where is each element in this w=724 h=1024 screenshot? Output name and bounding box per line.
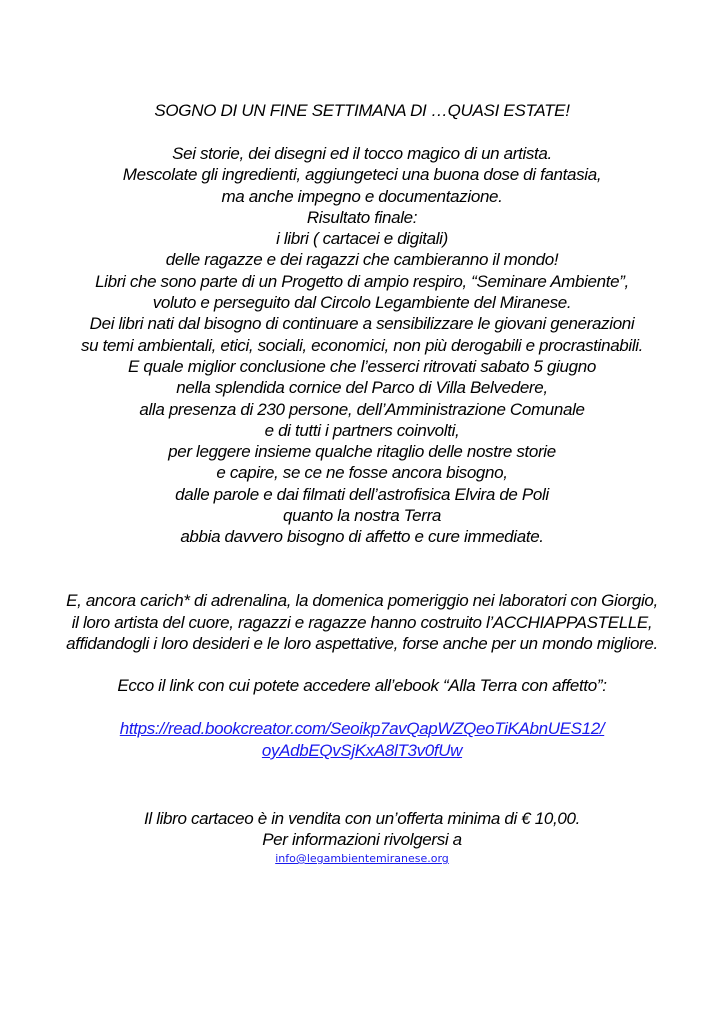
paragraph-line: il loro artista del cuore, ragazzi e ragazze hanno costruito l’ACCHIAPPASTELLE, [71,612,653,632]
paragraph-line: affidandogli i loro desideri e le loro aspettative, forse anche per un mondo migliore. [66,634,658,654]
paragraph-line: per leggere insieme qualche ritaglio delle nostre storie [168,442,556,462]
story-paragraph [0,143,724,548]
paragraph-line: e capire, se ce ne fosse ancora bisogno, [216,463,508,483]
paragraph-line: nella splendida cornice del Parco di Villa Belvedere, [176,378,548,398]
paragraph-line: Dei libri nati dal bisogno di continuare a sensibilizzare le giovani generazioni [89,314,635,334]
paragraph-line: Per informazioni rivolgersi a [262,830,462,849]
paragraph-line: ma anche impegno e documentazione. [221,186,503,206]
paragraph-line: Risultato finale: [306,207,418,227]
ebook-link[interactable] [0,718,724,762]
paragraph-line: Libri che sono parte di un Progetto di ampio respiro, “Seminare Ambiente”, [95,271,629,291]
ebook-link-line[interactable]: https://read.bookcreator.com/Seoikp7avQapWZQeoTiKAbnUES12/ [119,719,605,738]
link-intro [0,675,724,697]
paragraph-line: abbia davvero bisogno di affetto e cure immediate. [180,527,544,547]
paragraph-line: dalle parole e dai filmati dell’astrofisica Elvira de Poli [175,484,549,504]
paragraph-line: su temi ambientali, etici, sociali, economici, non più derogabili e procrastinabili. [80,335,644,355]
link-intro-text: Ecco il link con cui potete accedere all’ebook “Alla Terra con affetto”: [117,676,607,695]
document-title: SOGNO DI UN FINE SETTIMANA DI …QUASI ESTATE! [154,101,570,120]
ebook-link-line[interactable]: oyAdbEQvSjKxA8lT3v0fUw [261,741,463,760]
paragraph-line: alla presenza di 230 persone, dell’Amministrazione Comunale [139,399,585,419]
paragraph-line: E quale miglior conclusione che l’esserci ritrovati sabato 5 giugno [128,356,596,376]
closing-paragraph [0,808,724,850]
paragraph-line: voluto e perseguito dal Circolo Legambiente del Miranese. [152,293,572,313]
paragraph-line: delle ragazze e dei ragazzi che cambieranno il mondo! [165,250,559,270]
paragraph-line: Mescolate gli ingredienti, aggiungeteci una buona dose di fantasia, [122,165,602,185]
email-link[interactable]: info@legambientemiranese.org [275,852,449,865]
paragraph-line: Sei storie, dei disegni ed il tocco magico di un artista. [172,144,552,163]
paragraph-line: Il libro cartaceo è in vendita con un’offerta minima di € 10,00. [144,809,580,828]
paragraph-line: E, ancora carich* di adrenalina, la domenica pomeriggio nei laboratori con Giorgio, [66,591,658,610]
paragraph-line: i libri ( cartacei e digitali) [276,229,448,249]
workshop-paragraph [0,590,724,655]
paragraph-line: e di tutti i partners coinvolti, [264,420,460,440]
paragraph-line: quanto la nostra Terra [282,506,441,526]
